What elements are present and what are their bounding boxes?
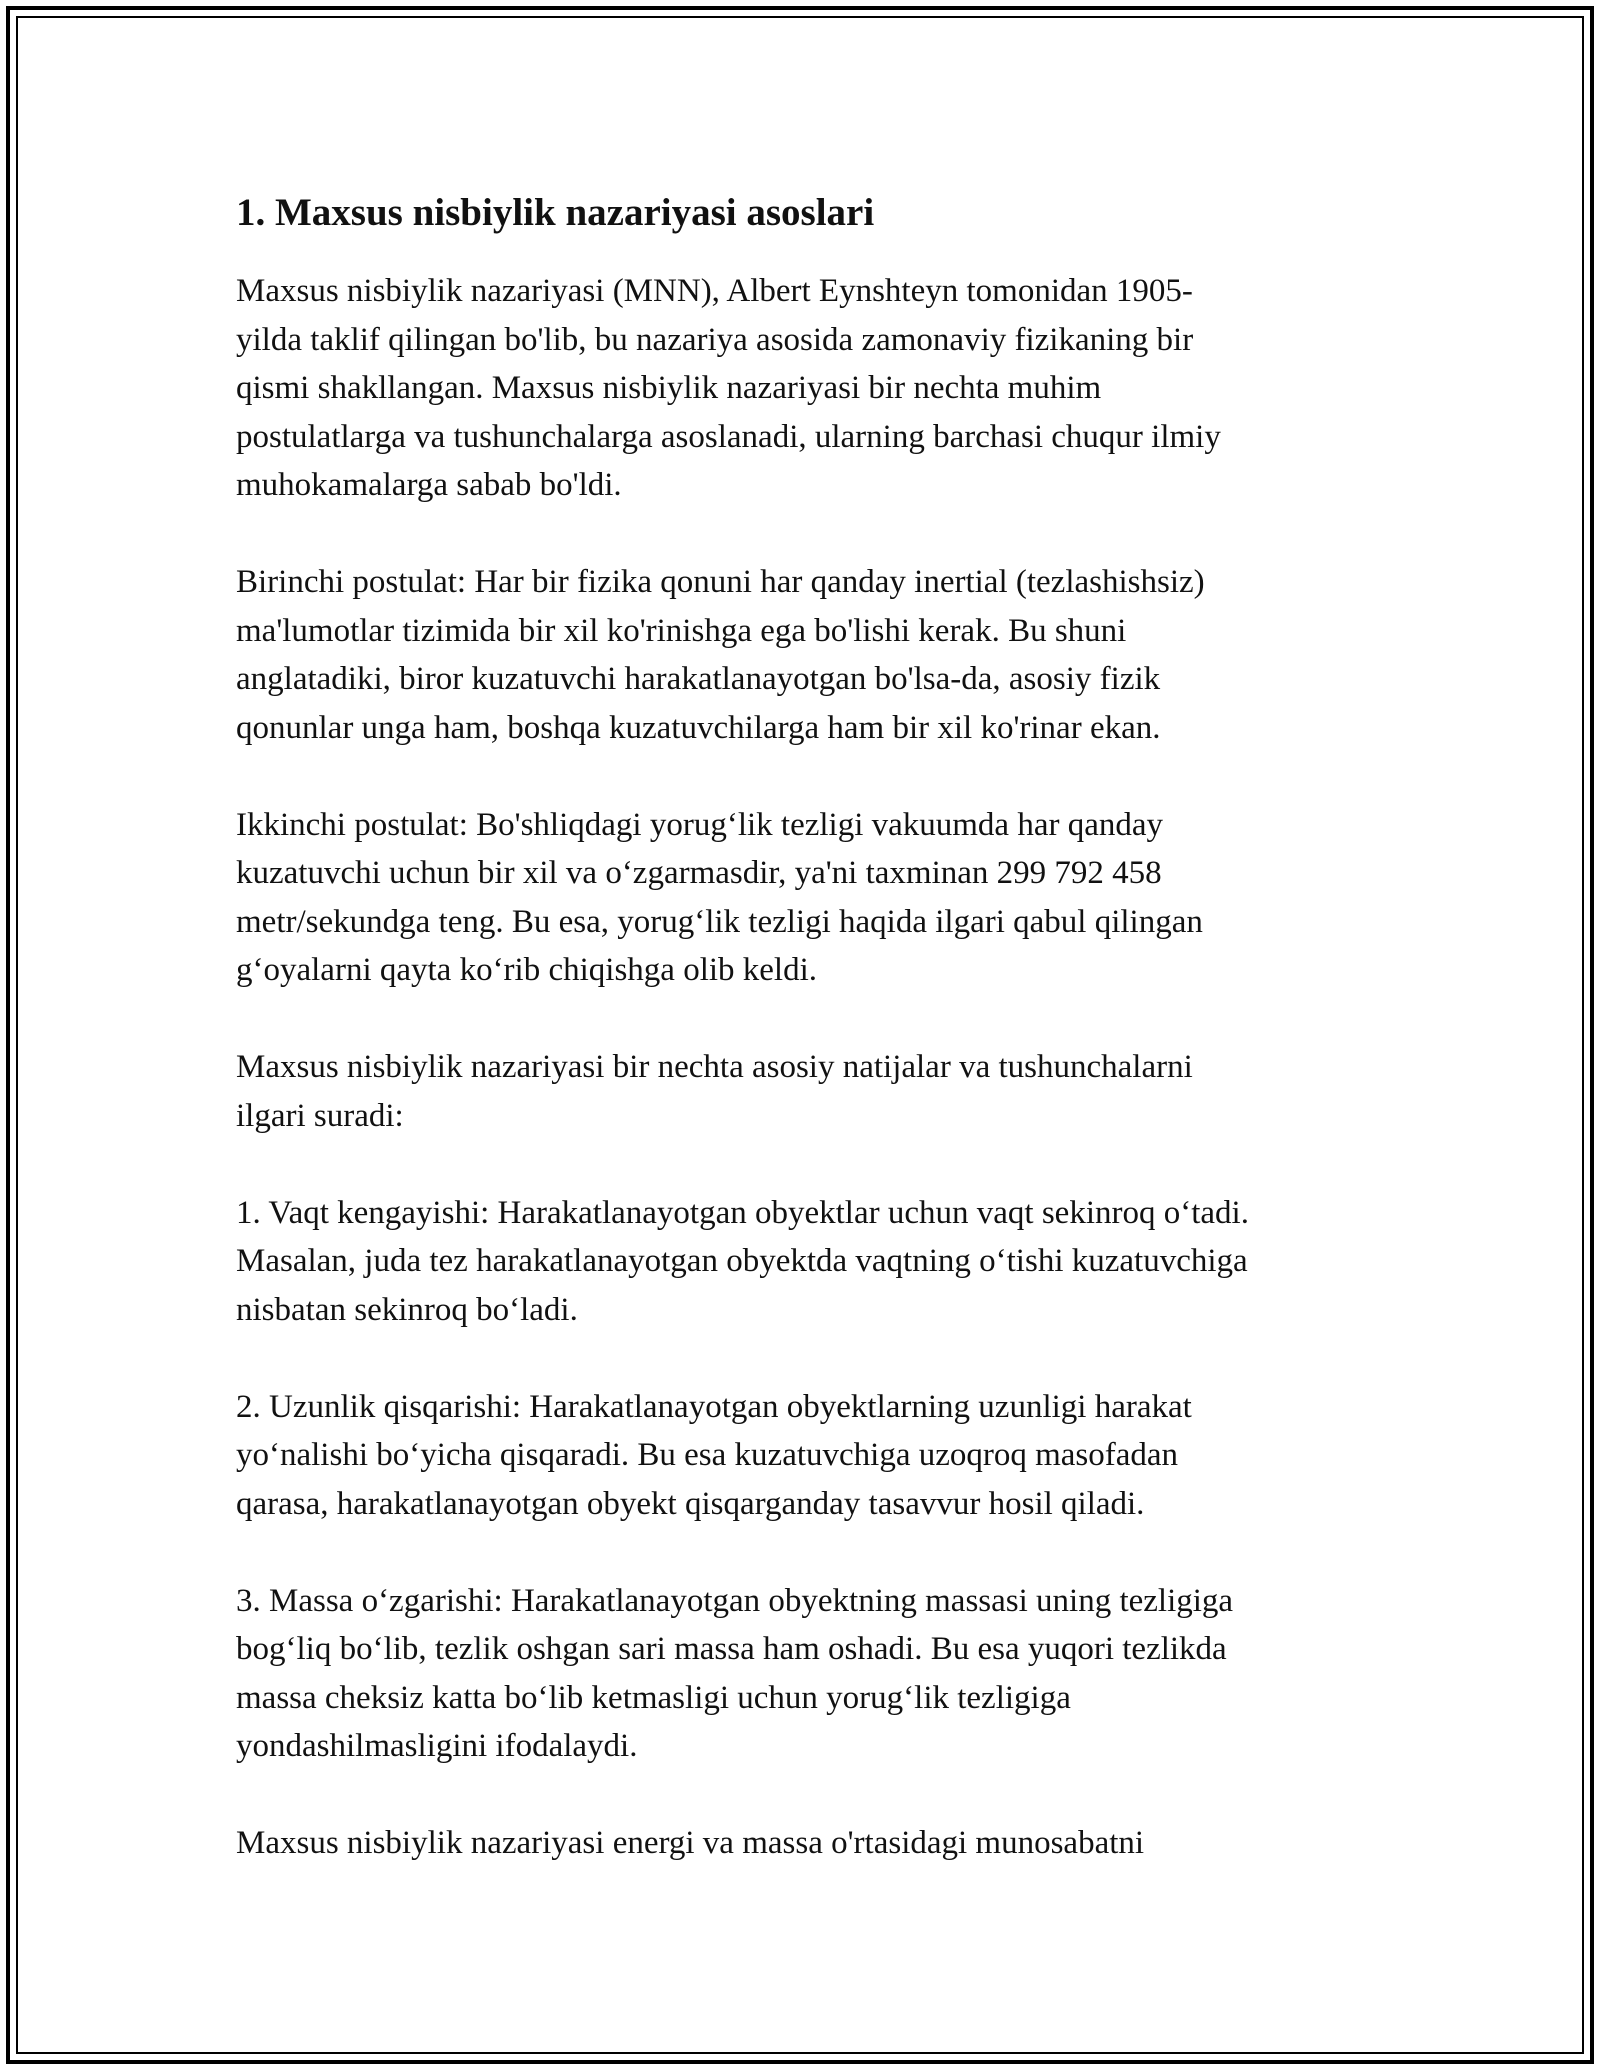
- paragraph-second-postulate: Ikkinchi postulat: Bo'shliqdagi yorug‘lik tezligi vakuumda har qanday kuzatuvchi uchun bir xil va o‘zgarmasdir, ya'ni taxminan 299 792 458 metr/sekundga teng. Bu esa, yorug‘lik tezligi haqida ilgari qabul qilingan g‘oyalarni qayta ko‘rib chiqishga olib keldi.: [236, 806, 1203, 988]
- paragraph-energy-mass: Maxsus nisbiylik nazariyasi energi va massa o'rtasidagi munosabatni: [236, 1825, 1145, 1861]
- paragraph-first-postulate: Birinchi postulat: Har bir fizika qonuni har qanday inertial (tezlashishsiz) ma'lumotlar tizimida bir xil ko'rinishga ega bo'lishi kerak. Bu shuni anglatadiki, biror kuzatuvchi harakatlanayotgan bo'lsa-da, asosiy fizik qonunlar unga ham, boshqa kuzatuvchilarga ham bir xil ko'rinar ekan.: [236, 564, 1205, 746]
- section-heading: 1. Maxsus nisbiylik nazariyasi asoslari: [236, 191, 875, 234]
- list-item-mass-change: 3. Massa o‘zgarishi: Harakatlanayotgan obyektning massasi uning tezligiga bog‘liq bo‘lib, tezlik oshgan sari massa ham oshadi. Bu esa yuqori tezlikda massa cheksiz katta bo‘lib ketmasligi uchun yorug‘lik tezligiga yondashilmasligini ifodalaydi.: [236, 1582, 1234, 1764]
- list-item-length-contraction: 2. Uzunlik qisqarishi: Harakatlanayotgan obyektlarning uzunligi harakat yo‘nalishi bo‘yicha qisqaradi. Bu esa kuzatuvchiga uzoqroq masofadan qarasa, harakatlanayotgan obyekt qisqarganday tasavvur hosil qiladi.: [236, 1388, 1192, 1522]
- paragraph-results-intro: Maxsus nisbiylik nazariyasi bir nechta asosiy natijalar va tushunchalarni ilgari suradi:: [236, 1049, 1193, 1134]
- paragraph-intro: Maxsus nisbiylik nazariyasi (MNN), Albert Eynshteyn tomonidan 1905- yilda taklif qilingan bo'lib, bu nazariya asosida zamonaviy fizikaning bir qismi shakllangan. Maxsus nisbiylik nazariyasi bir nechta muhim postulatlarga va tushunchalarga asoslanadi, ularning barchasi chuqur ilmiy muhokamalarga sabab bo'ldi.: [236, 273, 1221, 503]
- document-body: [236, 185, 1366, 1916]
- list-item-time-dilation: 1. Vaqt kengayishi: Harakatlanayotgan obyektlar uchun vaqt sekinroq o‘tadi. Masalan, juda tez harakatlanayotgan obyektda vaqtning o‘tishi kuzatuvchiga nisbatan sekinroq bo‘ladi.: [236, 1194, 1249, 1328]
